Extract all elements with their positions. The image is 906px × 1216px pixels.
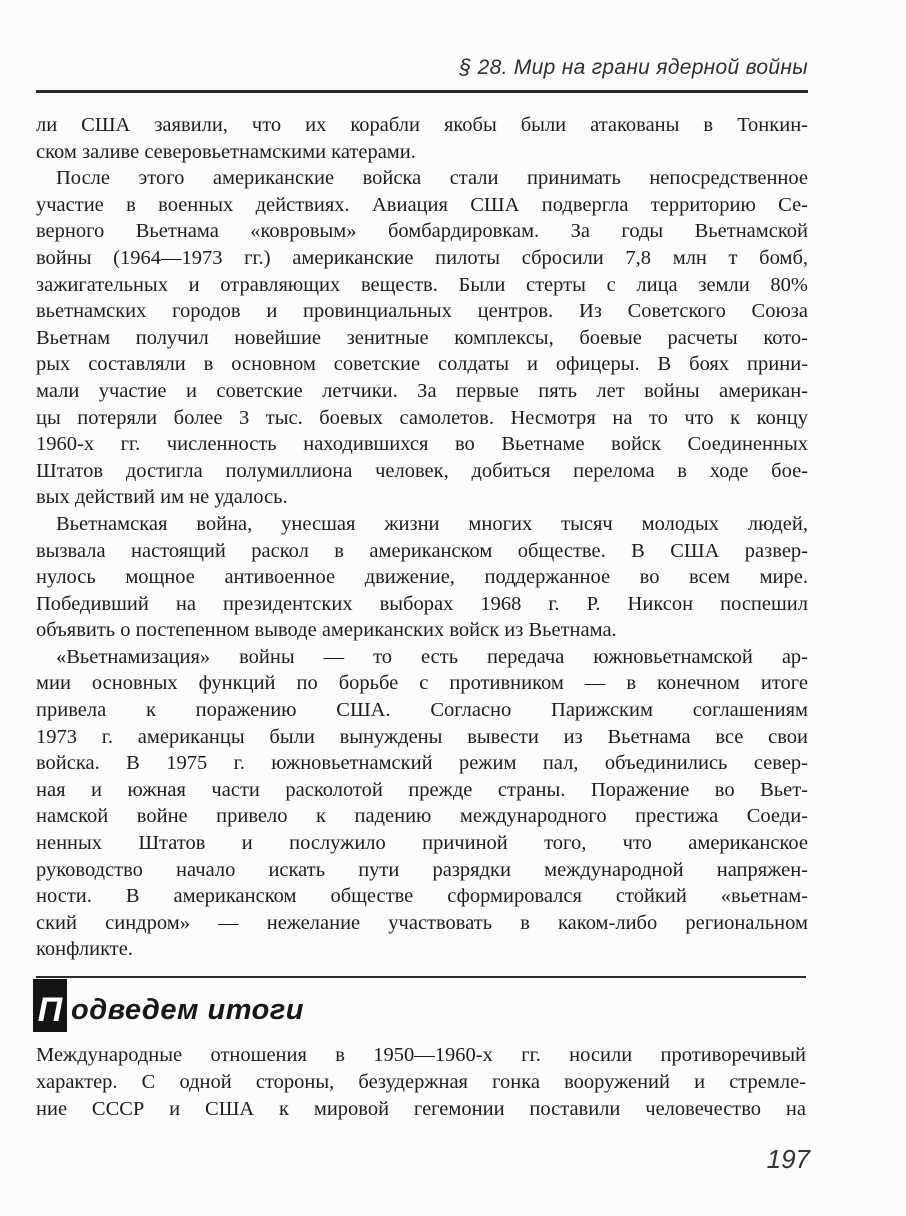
drop-cap-letter: П	[37, 991, 63, 1029]
text-line: После этого американские войска стали принимать непосредственное	[56, 167, 808, 190]
paragraph	[36, 511, 808, 644]
text-line: мии основных функций по борьбе с противником — в конечном итоге	[36, 672, 808, 695]
body-text	[36, 112, 808, 963]
summary-heading	[33, 979, 304, 1032]
text-line: рых составляли в основном советские солдаты и офицеры. В боях прини-	[36, 353, 808, 376]
text-line: объявить о постепенном выводе американских войск из Вьетнама.	[36, 619, 617, 642]
text-line: мали участие и советские летчики. За первые пять лет войны американ-	[36, 379, 808, 402]
text-line: нулось мощное антивоенное движение, поддержанное во всем мире.	[36, 566, 808, 589]
text-line: «Вьетнамизация» войны — то есть передача южновьетнамской ар-	[56, 645, 808, 668]
text-line: привела к поражению США. Согласно Парижским соглашениям	[36, 699, 808, 722]
summary-heading-text: одведем итоги	[71, 994, 305, 1026]
text-line: вьетнамских городов и провинциальных центров. Из Советского Союза	[36, 300, 808, 323]
text-line: Вьетнам получил новейшие зенитные комплексы, боевые расчеты кото-	[36, 326, 808, 349]
text-line: вых действий им не удалось.	[36, 486, 288, 509]
text-line: Вьетнамская война, унесшая жизни многих тысяч молодых людей,	[56, 512, 808, 535]
text-line: вызвала настоящий раскол в американском обществе. В США развер-	[36, 539, 808, 562]
drop-cap-block	[33, 979, 67, 1032]
text-line: конфликте.	[36, 938, 133, 961]
text-line: ский синдром» — нежелание участвовать в каком-либо региональном	[36, 911, 808, 934]
text-line: руководство начало искать пути разрядки международной напряжен-	[36, 858, 808, 881]
paragraph	[36, 644, 808, 963]
paragraph	[36, 165, 808, 511]
page-number: 197	[766, 1144, 810, 1174]
text-line: Победивший на президентских выборах 1968 г. Р. Никсон поспешил	[36, 592, 808, 615]
paragraph	[36, 112, 808, 165]
text-line: ском заливе северовьетнамскими катерами.	[36, 140, 416, 163]
text-line: ненных Штатов и послужило причиной того, что американское	[36, 832, 808, 855]
text-line: ние СССР и США к мировой гегемонии поставили человечество на	[36, 1097, 806, 1120]
text-line: характер. С одной стороны, безудержная гонка вооружений и стремле-	[36, 1070, 806, 1093]
text-line: войска. В 1975 г. южновьетнамский режим пал, объединились север-	[36, 752, 808, 775]
text-line: 1960-х гг. численность находившихся во Вьетнаме войск Соединенных	[36, 433, 808, 456]
text-line: Международные отношения в 1950—1960-х гг. носили противоречивый	[36, 1044, 806, 1066]
text-line: намской войне привело к падению международного престижа Соеди-	[36, 805, 808, 828]
summary-paragraph	[36, 1042, 806, 1123]
text-line: зажигательных и отравляющих веществ. Были стерты с лица земли 80%	[36, 273, 808, 296]
paragraph	[36, 1042, 806, 1123]
header-rule	[36, 90, 808, 93]
summary-rule	[36, 976, 806, 978]
text-line: войны (1964—1973 гг.) американские пилоты сбросили 7,8 млн т бомб,	[36, 246, 808, 269]
text-line: 1973 г. американцы были вынуждены вывести из Вьетнама все свои	[36, 725, 808, 748]
text-line: ли США заявили, что их корабли якобы были атакованы в Тонкин-	[36, 114, 808, 136]
running-head: § 28. Мир на грани ядерной войны	[459, 56, 808, 79]
text-line: ности. В американском обществе сформировался стойкий «вьетнам-	[36, 885, 808, 908]
text-line: Штатов достигла полумиллиона человек, добиться перелома в ходе бое-	[36, 459, 808, 482]
text-line: цы потеряли более 3 тыс. боевых самолетов. Несмотря на то что к концу	[36, 406, 808, 429]
text-line: ная и южная части расколотой прежде страны. Поражение во Вьет-	[36, 778, 808, 801]
text-line: участие в военных действиях. Авиация США подвергла территорию Се-	[36, 193, 808, 216]
text-line: верного Вьетнама «ковровым» бомбардировкам. За годы Вьетнамской	[36, 220, 808, 243]
